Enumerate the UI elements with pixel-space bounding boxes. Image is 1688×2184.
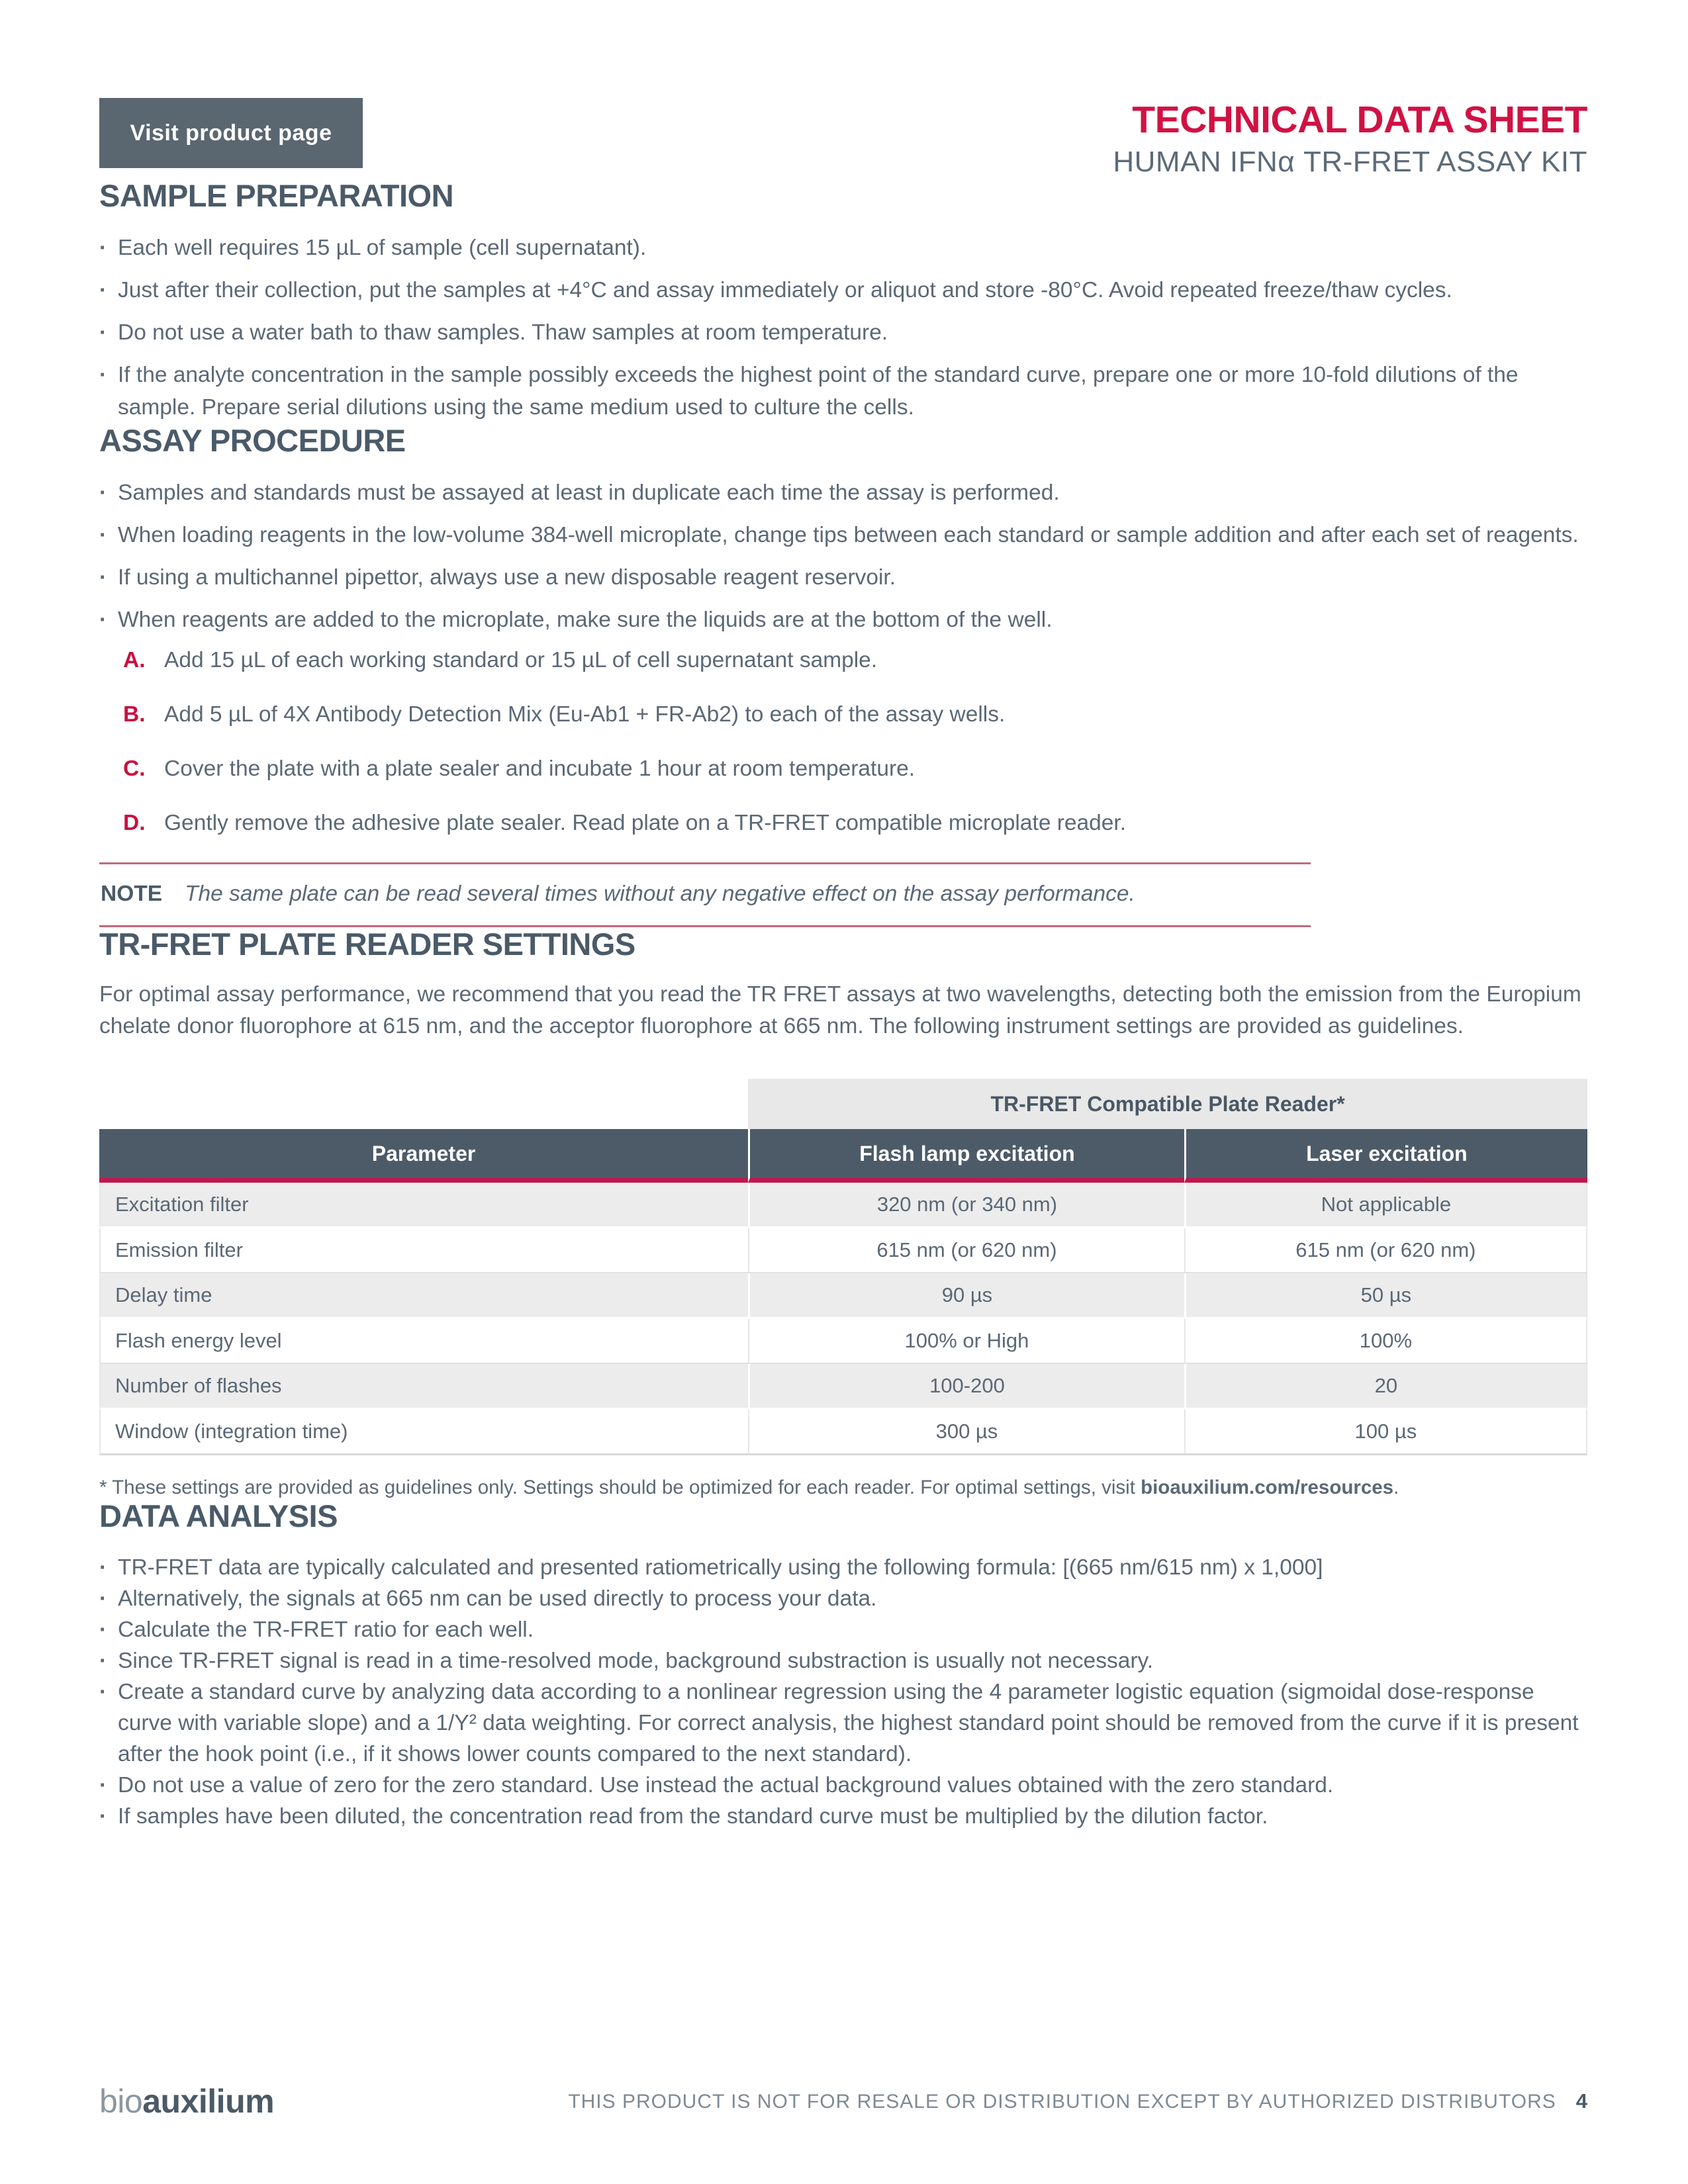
bullet-text: Samples and standards must be assayed at least in duplicate each time the assay is performed.	[118, 480, 1060, 505]
table-row	[99, 1228, 1587, 1273]
table-cell-laser: 50 µs	[1184, 1273, 1587, 1319]
note-label: NOTE	[101, 882, 163, 906]
document-title: TECHNICAL DATA SHEET	[1132, 99, 1587, 141]
table-cell-parameter: Delay time	[99, 1273, 748, 1319]
list-item	[99, 232, 1587, 264]
table-row	[99, 1319, 1587, 1364]
list-item	[99, 519, 1587, 551]
bullet-text: Since TR-FRET signal is read in a time-resolved mode, background substraction is usually not necessary.	[118, 1649, 1154, 1673]
step-text: Cover the plate with a plate sealer and incubate 1 hour at room temperature.	[164, 756, 915, 781]
table-cell-laser: Not applicable	[1184, 1183, 1587, 1228]
table-cell-laser: 20	[1184, 1364, 1587, 1410]
list-item	[99, 1770, 1587, 1801]
list-item	[99, 477, 1587, 509]
table-row	[99, 1183, 1587, 1228]
sample-preparation-list	[99, 232, 1587, 424]
section-heading-assay-procedure: ASSAY PROCEDURE	[99, 423, 406, 458]
footnote-text: * These settings are provided as guidelines only. Settings should be optimized for each reader. For optimal settings, visit	[99, 1477, 1141, 1498]
bullet-icon	[99, 316, 118, 349]
bullet-icon	[99, 359, 118, 424]
document-subtitle: HUMAN IFNα TR-FRET ASSAY KIT	[1113, 146, 1587, 178]
list-item	[99, 1583, 1587, 1614]
table-row	[99, 1364, 1587, 1410]
bullet-text: Create a standard curve by analyzing data according to a nonlinear regression using the 4 parameter logistic equation (sigmoidal dose-response curve with variable slope) and a 1/Y² data weighting. For correct analysis, the highest standard point should be removed from the curve if it is present after the hook point (i.e., if it shows lower counts compared to the next standard).	[118, 1680, 1579, 1766]
bullet-text: Each well requires 15 µL of sample (cell supernatant).	[118, 236, 647, 260]
page-header	[99, 98, 1587, 179]
list-item	[99, 274, 1587, 306]
bullet-text: If the analyte concentration in the sample possibly exceeds the highest point of the standard curve, prepare one or more 10-fold dilutions of the sample. Prepare serial dilutions using the same medium used to culture the cells.	[118, 363, 1519, 420]
logo-bold-part: auxilium	[142, 2083, 275, 2120]
bullet-text: Do not use a value of zero for the zero standard. Use instead the actual background values obtained with the zero standard.	[118, 1773, 1334, 1797]
list-item	[99, 1676, 1587, 1770]
step-letter: C.	[123, 756, 146, 781]
footnote-link[interactable]: bioauxilium.com/resources	[1141, 1477, 1394, 1498]
column-header-laser: Laser excitation	[1184, 1129, 1587, 1183]
table-group-header-row	[99, 1079, 1587, 1129]
table-cell-parameter: Flash energy level	[99, 1319, 748, 1364]
bullet-icon	[99, 519, 118, 551]
table-cell-flash-lamp: 100% or High	[748, 1319, 1184, 1364]
step-text: Add 5 µL of 4X Antibody Detection Mix (Eu-Ab1 + FR-Ab2) to each of the assay wells.	[164, 702, 1006, 727]
assay-procedure-list	[99, 477, 1587, 636]
table-footnote	[99, 1477, 1587, 1499]
bullet-icon	[99, 477, 118, 509]
section-heading-plate-reader-settings: TR-FRET PLATE READER SETTINGS	[99, 927, 635, 962]
column-header-parameter: Parameter	[99, 1129, 748, 1183]
bullet-icon	[99, 1583, 118, 1614]
bullet-text: If samples have been diluted, the concentration read from the standard curve must be multiplied by the dilution factor.	[118, 1804, 1268, 1829]
assay-step	[123, 700, 1587, 730]
step-letter: A.	[123, 648, 146, 672]
list-item	[99, 561, 1587, 594]
assay-step	[123, 808, 1587, 839]
bullet-text: Just after their collection, put the samples at +4°C and assay immediately or aliquot and store -80°C. Avoid repeated freeze/thaw cycles.	[118, 278, 1452, 302]
visit-product-page-button[interactable]: Visit product page	[99, 98, 363, 168]
bullet-icon	[99, 561, 118, 594]
assay-step	[123, 645, 1587, 676]
table-row	[99, 1273, 1587, 1319]
step-letter: D.	[123, 811, 146, 835]
bullet-text: Alternatively, the signals at 665 nm can be used directly to process your data.	[118, 1586, 877, 1611]
plate-reader-table	[99, 1079, 1587, 1455]
table-cell-laser: 100 µs	[1184, 1410, 1587, 1455]
bullet-icon	[99, 232, 118, 264]
bullet-icon	[99, 1770, 118, 1801]
bullet-icon	[99, 1614, 118, 1645]
section-heading-sample-preparation: SAMPLE PREPARATION	[99, 178, 454, 213]
assay-step	[123, 754, 1587, 784]
plate-reader-intro: For optimal assay performance, we recommend that you read the TR FRET assays at two wavelengths, detecting both the emission from the Europium chelate donor fluorophore at 615 nm, and the acceptor fluorophore at 665 nm. The following instrument settings are provided as guidelines.	[99, 982, 1581, 1038]
list-item	[99, 604, 1587, 636]
bullet-icon	[99, 1801, 118, 1832]
bullet-icon	[99, 1552, 118, 1583]
bullet-text: Calculate the TR-FRET ratio for each well.	[118, 1617, 534, 1642]
step-letter: B.	[123, 702, 146, 727]
bullet-text: If using a multichannel pipettor, always use a new disposable reagent reservoir.	[118, 565, 896, 590]
list-item	[99, 359, 1587, 424]
table-cell-laser: 100%	[1184, 1319, 1587, 1364]
step-text: Add 15 µL of each working standard or 15 µL of cell supernatant sample.	[164, 648, 878, 672]
table-cell-flash-lamp: 90 µs	[748, 1273, 1184, 1319]
list-item	[99, 1645, 1587, 1676]
logo-light-part: bio	[99, 2083, 143, 2120]
list-item	[99, 1614, 1587, 1645]
table-cell-flash-lamp: 300 µs	[748, 1410, 1184, 1455]
table-cell-flash-lamp: 615 nm (or 620 nm)	[748, 1228, 1184, 1273]
bullet-icon	[99, 274, 118, 306]
table-cell-parameter: Number of flashes	[99, 1364, 748, 1410]
data-analysis-list	[99, 1552, 1587, 1832]
note-callout	[99, 862, 1311, 927]
step-text: Gently remove the adhesive plate sealer. Read plate on a TR-FRET compatible microplate reader.	[164, 811, 1127, 835]
table-cell-flash-lamp: 100-200	[748, 1364, 1184, 1410]
bullet-icon	[99, 1676, 118, 1770]
footer-disclaimer: THIS PRODUCT IS NOT FOR RESALE OR DISTRIBUTION EXCEPT BY AUTHORIZED DISTRIBUTORS	[568, 2091, 1556, 2113]
table-header-row	[99, 1129, 1587, 1183]
bullet-icon	[99, 1645, 118, 1676]
note-text: The same plate can be read several times without any negative effect on the assay performance.	[185, 882, 1135, 906]
table-group-header: TR-FRET Compatible Plate Reader*	[748, 1079, 1587, 1129]
bullet-text: When reagents are added to the microplate, make sure the liquids are at the bottom of the well.	[118, 608, 1053, 632]
page-footer	[99, 2082, 1587, 2120]
bullet-text: Do not use a water bath to thaw samples. Thaw samples at room temperature.	[118, 320, 888, 345]
list-item	[99, 316, 1587, 349]
bullet-text: When loading reagents in the low-volume 384-well microplate, change tips between each standard or sample addition and after each set of reagents.	[118, 523, 1579, 547]
table-group-spacer	[99, 1079, 748, 1129]
bioauxilium-logo	[99, 2082, 274, 2120]
table-cell-flash-lamp: 320 nm (or 340 nm)	[748, 1183, 1184, 1228]
bullet-text: TR-FRET data are typically calculated and presented ratiometrically using the following formula: [(665 nm/615 nm) x 1,000]	[118, 1555, 1323, 1580]
table-cell-laser: 615 nm (or 620 nm)	[1184, 1228, 1587, 1273]
column-header-flash-lamp: Flash lamp excitation	[748, 1129, 1184, 1183]
table-cell-parameter: Excitation filter	[99, 1183, 748, 1228]
title-block	[1113, 99, 1587, 179]
assay-steps-list	[123, 645, 1587, 839]
page-number: 4	[1575, 2089, 1587, 2113]
bullet-icon	[99, 604, 118, 636]
list-item	[99, 1552, 1587, 1583]
table-cell-parameter: Window (integration time)	[99, 1410, 748, 1455]
table-row	[99, 1410, 1587, 1455]
footnote-period: .	[1393, 1477, 1399, 1498]
list-item	[99, 1801, 1587, 1832]
section-heading-data-analysis: DATA ANALYSIS	[99, 1498, 338, 1533]
table-cell-parameter: Emission filter	[99, 1228, 748, 1273]
footer-right	[568, 2089, 1587, 2113]
